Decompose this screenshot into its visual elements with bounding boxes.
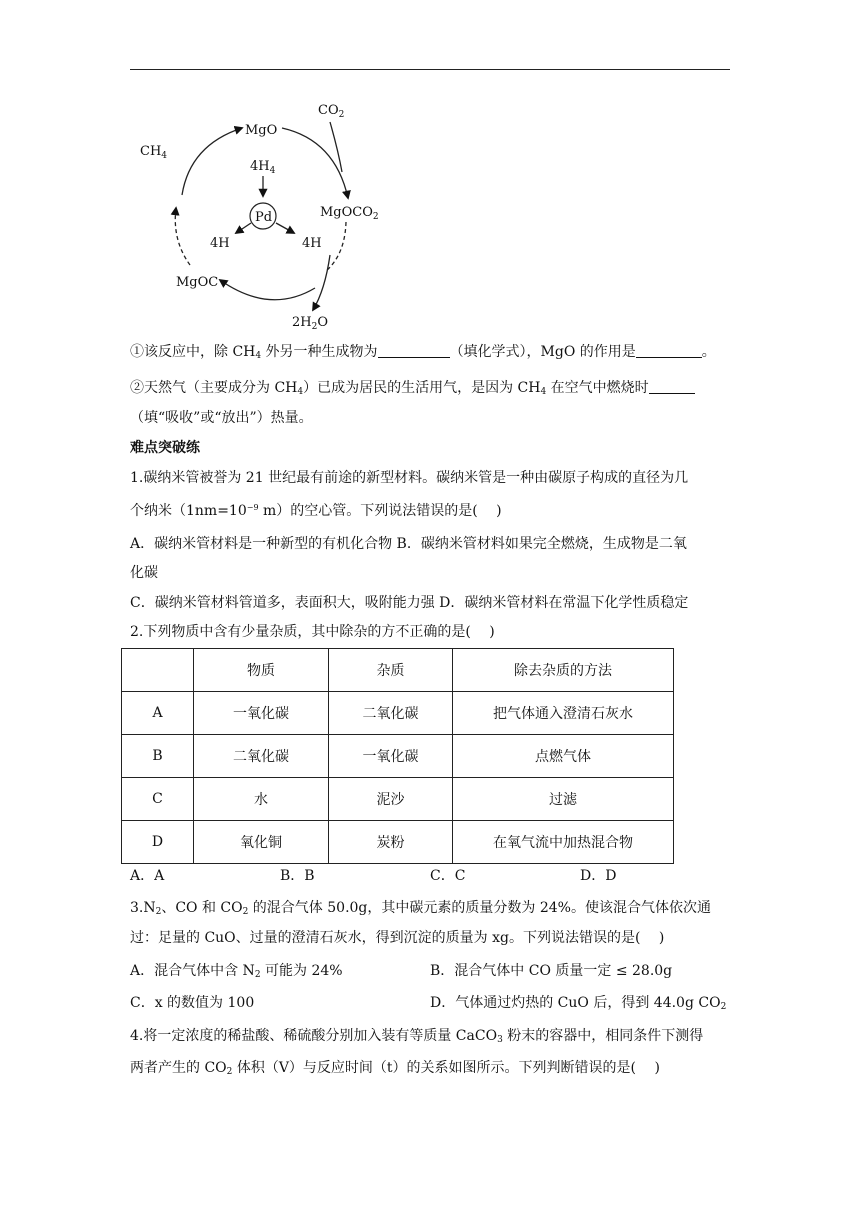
q2-option-b[interactable]: B．B — [280, 868, 315, 884]
table-cell: 二氧化碳 — [194, 735, 329, 778]
table-cell: 把气体通入澄清石灰水 — [453, 692, 674, 735]
table-cell: 一氧化碳 — [329, 735, 453, 778]
q3-option-a[interactable]: A．混合气体中含 $N_2$ 可能为 24% — [130, 963, 343, 980]
label-h-right: 4H — [302, 236, 322, 251]
label-ch4: $CH_4$ — [140, 144, 168, 161]
q3-line-2: 过：足量的 CuO、过量的澄清石灰水，得到沉淀的质量为 xg。下列说法错误的是( ) — [130, 930, 665, 946]
table-header-cell: 杂质 — [329, 649, 453, 692]
table-cell: D — [122, 821, 194, 864]
label-mgo: MgO — [245, 123, 278, 138]
prev-question-line-2: ②天然气（主要成分为 $CH_4$）已成为居民的生活用气，是因为 $CH_4$ 在空气中燃烧时 — [130, 378, 695, 398]
table-cell: 炭粉 — [329, 821, 453, 864]
arrow-pd-to-h-right — [276, 223, 294, 233]
q3-option-d[interactable]: D．气体通过灼热的 CuO 后，得到 44.0g $CO_2$ — [430, 995, 727, 1012]
answer-blank-mgo-role[interactable] — [636, 343, 702, 358]
q2-stem: 2.下列物质中含有少量杂质，其中除杂的方不正确的是( ) — [130, 624, 495, 640]
reaction-cycle-diagram — [120, 90, 400, 340]
label-co2: $CO_2$ — [318, 103, 345, 120]
table-cell: C — [122, 778, 194, 821]
table-row — [122, 692, 674, 735]
q4-line-1: 4.将一定浓度的稀盐酸、稀硫酸分别加入装有等质量 CaCO$_3$ 粉末的容器中，相同条件下测得 — [130, 1028, 704, 1045]
table-row — [122, 821, 674, 864]
label-h2o: $2H_2O$ — [292, 315, 329, 332]
arc-to-mgoc — [220, 280, 315, 300]
q1-option-cd[interactable]: C．碳纳米管材料管道多，表面积大，吸附能力强 D．碳纳米管材料在常温下化学性质稳定 — [130, 595, 689, 611]
prev-question-line-3: （填“吸收”或“放出”）热量。 — [130, 410, 313, 426]
table-header-cell: 除去杂质的方法 — [453, 649, 674, 692]
section-title: 难点突破练 — [130, 440, 200, 456]
q1-option-b-cont: 化碳 — [130, 565, 158, 581]
prev-question-line-1: ①该反应中，除 $CH_4$ 外另一种生成物为 （填化学式），MgO 的作用是 。 — [130, 344, 716, 361]
answer-blank-product[interactable] — [378, 343, 450, 358]
label-h-left: 4H — [210, 236, 230, 251]
table-cell: A — [122, 692, 194, 735]
arc-mgo-to-mgoco2 — [282, 128, 348, 198]
q4-line-2: 两者产生的 $CO_2$ 体积（V）与反应时间（t）的关系如图所示。下列判断错误的是( ) — [130, 1060, 660, 1077]
arc-to-h2o — [313, 255, 330, 310]
table-cell: 泥沙 — [329, 778, 453, 821]
table-header-cell: 物质 — [194, 649, 329, 692]
table-cell: 过滤 — [453, 778, 674, 821]
q3-option-b[interactable]: B．混合气体中 CO 质量一定 ≤ 28.0g — [430, 963, 673, 979]
table-cell: 一氧化碳 — [194, 692, 329, 735]
arrow-pd-to-h-left — [236, 223, 251, 233]
q3-line-1: $3.N_2$、CO 和 $CO_2$ 的混合气体 50.0g，其中碳元素的质量分数为 24%。使该混合气体依次通 — [130, 900, 711, 917]
table-cell: 水 — [194, 778, 329, 821]
table-cell: 氧化铜 — [194, 821, 329, 864]
label-h4: $4H_4$ — [250, 159, 276, 176]
q1-line-1: 1.碳纳米管被誉为 21 世纪最有前途的新型材料。碳纳米管是一种由碳原子构成的直径为几 — [130, 470, 689, 486]
q2-option-a[interactable]: A．A — [130, 868, 165, 884]
label-mgoc: MgOC — [176, 275, 219, 290]
table-header-row — [122, 649, 674, 692]
label-mgoco2: MgOCO$_2$ — [320, 205, 379, 222]
table-row — [122, 778, 674, 821]
q2-option-c[interactable]: C．C — [430, 868, 466, 884]
arc-left-dashed — [175, 208, 190, 265]
arc-co2-in — [330, 122, 342, 172]
q3-option-c[interactable]: C．x 的数值为 100 — [130, 995, 255, 1011]
q1-line-2: 个纳米（$1nm=10^{-9}$ m）的空心管。下列说法错误的是( ) — [130, 503, 502, 519]
table-header-cell — [122, 649, 194, 692]
q1-option-ab[interactable]: A．碳纳米管材料是一种新型的有机化合物 B．碳纳米管材料如果完全燃烧，生成物是二氧 — [130, 536, 687, 552]
q2-option-d[interactable]: D．D — [580, 868, 617, 884]
header-rule — [130, 69, 730, 70]
table-cell: 点燃气体 — [453, 735, 674, 778]
label-pd: Pd — [255, 210, 273, 225]
answer-blank-heat[interactable] — [649, 379, 695, 394]
table-cell: 二氧化碳 — [329, 692, 453, 735]
arc-to-mgo — [182, 128, 242, 195]
q2-table — [121, 648, 674, 864]
table-row — [122, 735, 674, 778]
table-cell: 在氧气流中加热混合物 — [453, 821, 674, 864]
table-cell: B — [122, 735, 194, 778]
